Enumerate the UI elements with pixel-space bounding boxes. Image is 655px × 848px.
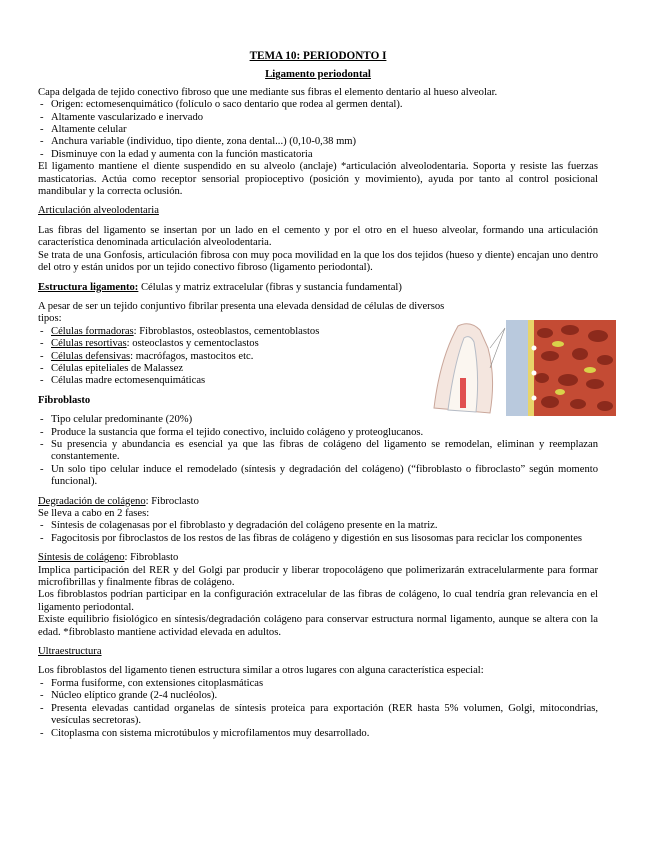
- art-heading: Articulación alveolodentaria: [38, 205, 159, 217]
- list-item: - Células formadoras: Fibroblastos, osteoblastos, cementoblastos: [38, 326, 450, 338]
- list-item: - Síntesis de colagenasas por el fibroblasto y degradación del colágeno presente en la matriz.: [38, 520, 598, 532]
- synthesis-heading: Síntesis de colágeno: [38, 552, 125, 564]
- structure-heading-rest: Células y matriz extracelular (fibras y sustancia fundamental): [138, 281, 402, 293]
- list-item: - Células epiteliales de Malassez: [38, 363, 450, 375]
- histology-panel: [506, 320, 616, 416]
- intro-paragraph: Capa delgada de tejido conectivo fibroso que une mediante sus fibras el elemento dentario al hueso alveolar.: [38, 86, 498, 98]
- list-item: - Células defensivas: macrófagos, mastocitos etc.: [38, 351, 450, 363]
- ultrastructure-list: [38, 678, 598, 740]
- synthesis-paragraph-1: Implica participación del RER y del Golgi par producir y liberar tropocolágeno que polimerizarán extracelularmente para formar microfibrillas y finalmente fibras de colágeno.: [38, 564, 598, 589]
- list-item: - Altamente vascularizado e inervado: [38, 112, 598, 124]
- list-item: - Anchura variable (individuo, tipo diente, zona dental...) (0,10-0,38 mm): [38, 136, 598, 148]
- intro-list: [38, 99, 598, 161]
- structure-paragraph: A pesar de ser un tejido conjuntivo fibrilar presenta una elevada densidad de células de diversos tipos:: [38, 300, 445, 325]
- degradation-paragraph: Se lleva a cabo en 2 fases:: [38, 508, 150, 519]
- list-item: - Células madre ectomesenquimáticas: [38, 375, 450, 387]
- ultrastructure-heading: Ultraestructura: [38, 646, 102, 658]
- list-item: - Forma fusiforme, con extensiones citoplasmáticas: [38, 678, 598, 690]
- tooth-diagram: [434, 324, 505, 413]
- page-title: TEMA 10: PERIODONTO I: [249, 50, 387, 62]
- intro-paragraph-2: El ligamento mantiene el diente suspendido en su alveolo (anclaje) *articulación alveolodentaria. Soporta y resiste las fuerzas masticatorias. Actúa como receptor sensorial propioceptivo (posición y movimiento), ayuda por tanto al control posicional mandibular y la correcta oclusión.: [38, 161, 598, 198]
- list-item: - Altamente celular: [38, 124, 598, 136]
- degradation-list: [38, 520, 598, 545]
- list-item: - Citoplasma con sistema microtúbulos y microfilamentos muy desarrollado.: [38, 728, 598, 740]
- art-paragraph-2: Se trata de una Gonfosis, articulación fibrosa con muy poca movilidad en la que los dos tejidos (hueso y diente) encajan uno dentro del otro y están unidos por un tejido conectivo fibroso (ligamento periodontal).: [38, 249, 598, 274]
- ultrastructure-paragraph: Los fibroblastos del ligamento tienen estructura similar a otros lugares con alguna característica especial:: [38, 665, 484, 677]
- synthesis-paragraph-3: Existe equilibrio fisiológico en síntesis/degradación colágeno para conservar estructura normal ligamento, aunque se altera con la edad. *fibroblasto mantiene actividad elevada en adultos.: [38, 614, 598, 638]
- list-item: - Produce la sustancia que forma el tejido conectivo, incluido colágeno y proteoglucanos.: [38, 427, 598, 439]
- list-item: - Presenta elevadas cantidad organelas de síntesis proteica para exportación (RER hasta 5% volumen, Golgi, mitocondrias, vesículas secretoras).: [38, 703, 598, 728]
- structure-heading-line: [38, 282, 598, 294]
- list-item: - Células resortivas: osteoclastos y cementoclastos: [38, 338, 450, 350]
- periodontal-ligament-illustration: [430, 318, 618, 418]
- list-item: - Disminuye con la edad y aumenta con la función masticatoria: [38, 149, 598, 161]
- art-paragraph-1: Las fibras del ligamento se insertan por un lado en el cemento y por el otro en el hueso alveolar, formando una articulación característica denominada articulación alveolodentaria.: [38, 224, 598, 249]
- list-item: - Su presencia y abundancia es esencial ya que las fibras de colágeno del ligamento se remodelan, eliminan y reemplazan constantemente.: [38, 439, 598, 464]
- structure-heading: Estructura ligamento:: [38, 281, 139, 293]
- cell-list: [38, 326, 450, 388]
- degradation-heading: Degradación de colágeno: [38, 495, 146, 507]
- structure-text: [38, 301, 450, 388]
- list-item: - Un solo tipo celular induce el remodelado (síntesis y degradación del colágeno) (“fibroblasto o fibroclasto” según momento funcional).: [38, 464, 598, 489]
- list-item: - Origen: ectomesenquimático (folículo o saco dentario que rodea al germen dental).: [38, 99, 598, 111]
- list-item: - Tipo celular predominante (20%): [38, 414, 598, 426]
- list-item: - Fagocitosis por fibroclastos de los restos de las fibras de colágeno y digestión en sus lisosomas para reciclar los componentes: [38, 533, 598, 545]
- synthesis-heading-line: Síntesis de colágeno: Fibroblasto: [38, 552, 179, 564]
- fibroblast-heading: Fibroblasto: [38, 394, 91, 406]
- section-title: Ligamento periodontal: [265, 68, 371, 81]
- list-item: - Núcleo elíptico grande (2-4 nucléolos).: [38, 690, 598, 702]
- fibroblast-list: [38, 414, 598, 488]
- synthesis-paragraph-2: Los fibroblastos podrían participar en la configuración extracelular de las fibras de colágeno, lo cual tendría gran relevancia en el ligamento periodontal.: [38, 589, 598, 613]
- degradation-heading-line: Degradación de colágeno: Fibroclasto: [38, 495, 199, 507]
